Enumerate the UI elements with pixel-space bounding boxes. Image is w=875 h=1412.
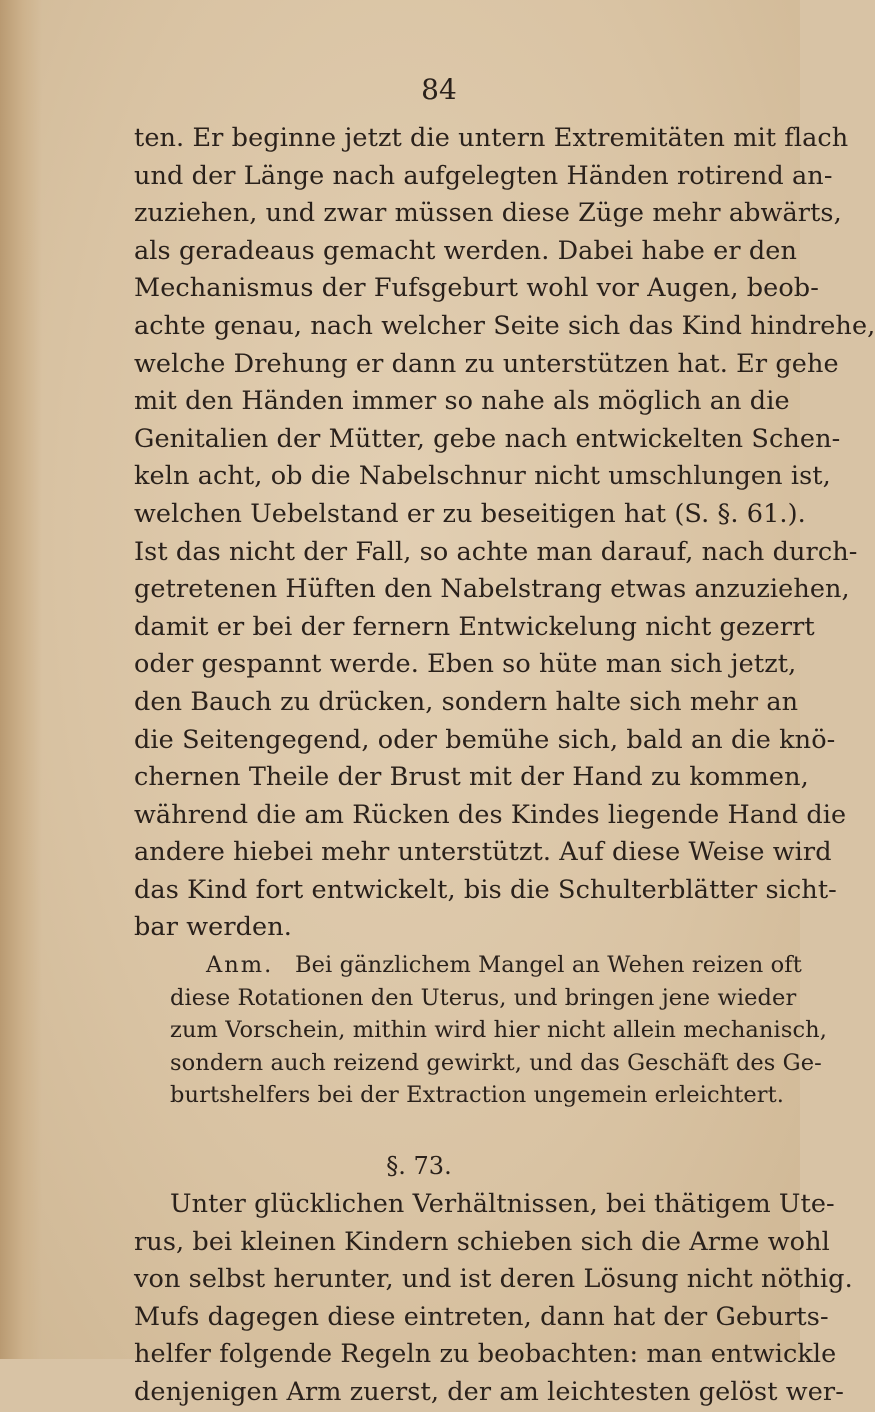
text-line: rus, bei kleinen Kindern schieben sich die Arme wohl [134, 1226, 830, 1257]
text-line: achte genau, nach welcher Seite sich das Kind hindrehe, [134, 310, 875, 341]
section-heading: §. 73. [386, 1152, 452, 1181]
text-line: von selbst herunter, und ist deren Lösung nicht nöthig. [134, 1264, 853, 1295]
text-line: die Seitengegend, oder bemühe sich, bald an die knö- [134, 724, 836, 755]
page-content [134, 72, 875, 1412]
page-number: 84 [421, 73, 457, 106]
annotation-note [134, 949, 828, 1112]
text-line: keln acht, ob die Nabelschnur nicht umschlungen ist, [134, 461, 831, 492]
text-line: welchen Uebelstand er zu beseitigen hat (S. §. 61.). [134, 498, 806, 529]
text-line: das Kind fort entwickelt, bis die Schulterblätter sicht- [134, 874, 837, 905]
note-line: diese Rotationen den Uterus, und bringen jene wieder [170, 984, 797, 1011]
note-first-line [170, 949, 802, 982]
text-line: getretenen Hüften den Nabelstrang etwas anzuziehen, [134, 574, 850, 605]
text-line: oder gespannt werde. Eben so hüte man sich jetzt, [134, 649, 797, 680]
note-text: Bei gänzlichem Mangel an Wehen reizen oft [295, 952, 802, 979]
text-line: helfer folgende Regeln zu beobachten: man entwickle [134, 1339, 837, 1370]
text-line: denjenigen Arm zuerst, der am leichtesten gelöst wer- [134, 1377, 844, 1407]
text-line: ten. Er beginne jetzt die untern Extremitäten mit flach [134, 123, 849, 153]
text-line: Mechanismus der Fufsgeburt wohl vor Augen, beob- [134, 273, 819, 304]
note-line: sondern auch reizend gewirkt, und das Geschäft des Ge- [170, 1049, 822, 1076]
text-line: während die am Rücken des Kindes liegende Hand die [134, 799, 847, 830]
note-line: zum Vorschein, mithin wird hier nicht allein mechanisch, [170, 1017, 828, 1044]
section-paragraph [134, 1186, 853, 1412]
page-binding-edge [0, 0, 42, 1359]
text-line: als geradeaus gemacht werden. Dabei habe er den [134, 235, 797, 266]
text-line: bar werden. [134, 912, 292, 943]
text-line: Unter glücklichen Verhältnissen, bei thätigem Ute- [170, 1189, 835, 1220]
text-line: Genitalien der Mütter, gebe nach entwickelten Schen- [134, 423, 841, 454]
text-line: welche Drehung er dann zu unterstützen hat. Er gehe [134, 348, 839, 379]
text-line: andere hiebei mehr unterstützt. Auf diese Weise wird [134, 837, 832, 868]
note-line: burtshelfers bei der Extraction ungemein erleichtert. [170, 1082, 785, 1109]
note-lead: Anm. [206, 952, 274, 979]
text-line: Ist das nicht der Fall, so achte man darauf, nach durch- [134, 536, 858, 567]
main-paragraph [134, 120, 875, 947]
text-line: Mufs dagegen diese eintreten, dann hat der Geburts- [134, 1301, 829, 1332]
text-line: zuziehen, und zwar müssen diese Züge mehr abwärts, [134, 198, 842, 229]
text-line: den Bauch zu drücken, sondern halte sich mehr an [134, 686, 799, 717]
text-line: und der Länge nach aufgelegten Händen rotirend an- [134, 160, 833, 191]
text-line: mit den Händen immer so nahe als möglich an die [134, 386, 790, 417]
text-line: damit er bei der fernern Entwickelung nicht gezerrt [134, 611, 815, 642]
text-line: chernen Theile der Brust mit der Hand zu kommen, [134, 762, 809, 793]
